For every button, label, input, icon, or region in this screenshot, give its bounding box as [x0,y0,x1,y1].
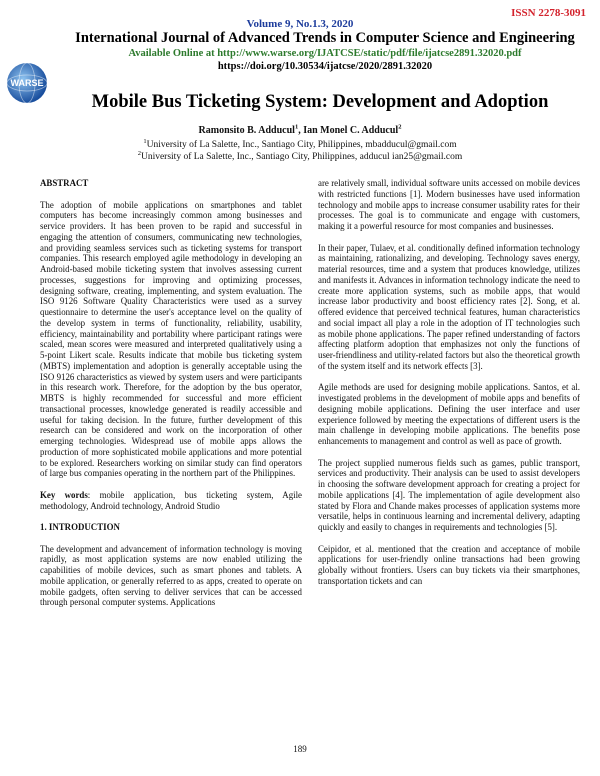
journal-title: International Journal of Advanced Trends in Computer Science and Engineering [75,30,575,46]
right-paragraph-2: In their paper, Tulaev, et al. conditionally defined information technology as maintaining, rationalizing, and developing. Technology saves energy, material resources, time and a system that produces knowledge, utilizes and manifests it. Advances in information technology indicate the need to create more application systems, such as mobile apps, that would increase labor productivity and boost efficiency rates [2]. Song, et al. offered evidence that perceived technical features, human characteristics and social impact all play a role in the adoption of IT technologies such as mobile phone applications. The paper refined understanding of factors affecting platform adoption that emphasizes not only the functions of user-friendliness and utility-related factors but also the theoretical growth of the system itself and its network effects [3]. [318,242,580,371]
introduction-paragraph-1: The development and advancement of information technology is moving rapidly, as most application systems are now enabled utilizing the capabilities of mobile devices, such as smart phones and tablets. A mobile application, or generally referred to as apps, created to operate on mobile gadgets, often serving to deliver services that can be accessed through personal computer systems. Applications [40,543,302,608]
left-column [40,178,302,619]
right-paragraph-3: Agile methods are used for designing mobile applications. Santos, et al. investigated problems in the development of mobile apps and benefits of designing mobile applications. Defining the user interface and user experience followed by meeting the expectations of different users is the main challenge in developing mobile applications. The benefits pose enhancements to management and control as well as pace of growth. [318,382,580,446]
right-column [318,178,580,597]
affiliation-1-sup: 1 [143,137,147,145]
logo-text: WARSE [10,78,44,88]
author-1: Ramonsito B. Adducul [198,125,295,136]
right-paragraph-5: Ceipidor, et al. mentioned that the creation and acceptance of mobile applications for user-friendly online transactions had been growing globally without frontiers. Users can buy tickets via their smartphones, transportation tickets and can [318,543,580,586]
keywords [40,490,302,512]
affiliation-1-text: University of La Salette, Inc., Santiago City, Philippines, mbadducul@gmail.com [146,140,457,150]
author-2: Ian Monel C. Adducul [303,125,399,136]
issn-label: ISSN 2278-3091 [511,7,586,19]
page-number: 189 [293,744,307,754]
paper-title: Mobile Bus Ticketing System: Development and Adoption [91,92,549,112]
right-paragraph-1: are relatively small, individual software units accessed on mobile devices with restricted functions [1]. Modern businesses have used information technology and mobile apps to increase consumer usability rates for their processes. The goal is to communicate and engage with customers, making it a powerful resource for most companies and businesses. [318,178,580,231]
abstract-text: The adoption of mobile applications on smartphones and tablet computers has become increasingly common among businesses and service providers. It has been proven to be rapid and successful in engaging the attention of consumers, communicating new technologies, and providing seamless services such as ticketing systems for transport companies. This research employed agile methodology in developing an Android-based mobile ticketing system that involves assessing current processes, suggestions for improving and optimizing processes, designing software, creating, implementing, and system evaluation. The ISO 9126 Software Quality Characteristics were used as a survey questionnaire to determine the user's acceptance level on the quality of the develop system in terms of functionality, reliability, usability, efficiency, maintainability and portability where participant ratings were scaled, mean scores were measured and interpreted qualitatively using a 5-point Likert scale. Results indicate that mobile bus ticketing system (MBTS) implementation and adoption is generally acceptable using the ISO 9126 characteristics as viewed by system users and were participants in this research work. Therefore, for the adoption by the bus operator, MBTS is highly recommended for successful and more efficient transactional processes, knowledge generated is readily accessible and useful for taking decision. In the future, further development of this research can be considered and work on the incorporation of other emerging technologies. Widespread use of mobile apps allows the production of more sophisticated mobile applications and more potential to be explored. Researchers working on similar study can find operators of large bus companies operating in the northern part of the Philippines. [40,199,302,479]
abstract-heading: ABSTRACT [40,178,89,188]
right-paragraph-4: The project supplied numerous fields such as games, public transport, services and productivity. Their analysis can be used to assist developers in choosing the software development approach for creating a project for mobile applications [4]. The implementation of agile development also stated by Flora and Chande makes processes of application systems more versatile, helps in continuous learning and incremental delivery, adapting quickly and easily to changes in requirements and technologies [5]. [318,457,580,532]
affiliation-2-sup: 2 [137,149,141,157]
introduction-heading: 1. INTRODUCTION [40,522,120,532]
authors [0,125,600,136]
available-online-link[interactable]: Available Online at http://www.warse.org/IJATCSE/static/pdf/file/ijatcse2891.32020.pdf [128,48,522,59]
affiliation-2-text: University of La Salette, Inc., Santiago City, Philippines, adducul ian25@gmail.com [140,152,463,162]
affiliation-2 [0,149,600,162]
affiliation-1 [0,137,600,150]
author-2-sup: 2 [398,123,402,131]
author-separator: , [298,125,304,136]
keywords-label: Key words [40,489,88,500]
volume-label: Volume 9, No.1.3, 2020 [246,18,354,30]
author-1-sup: 1 [294,123,299,131]
keywords-text: : mobile application, bus ticketing system, Agile methodology, Android technology, Android Studio [40,489,302,511]
doi-link[interactable]: https://doi.org/10.30534/ijatcse/2020/2891.32020 [217,61,433,72]
